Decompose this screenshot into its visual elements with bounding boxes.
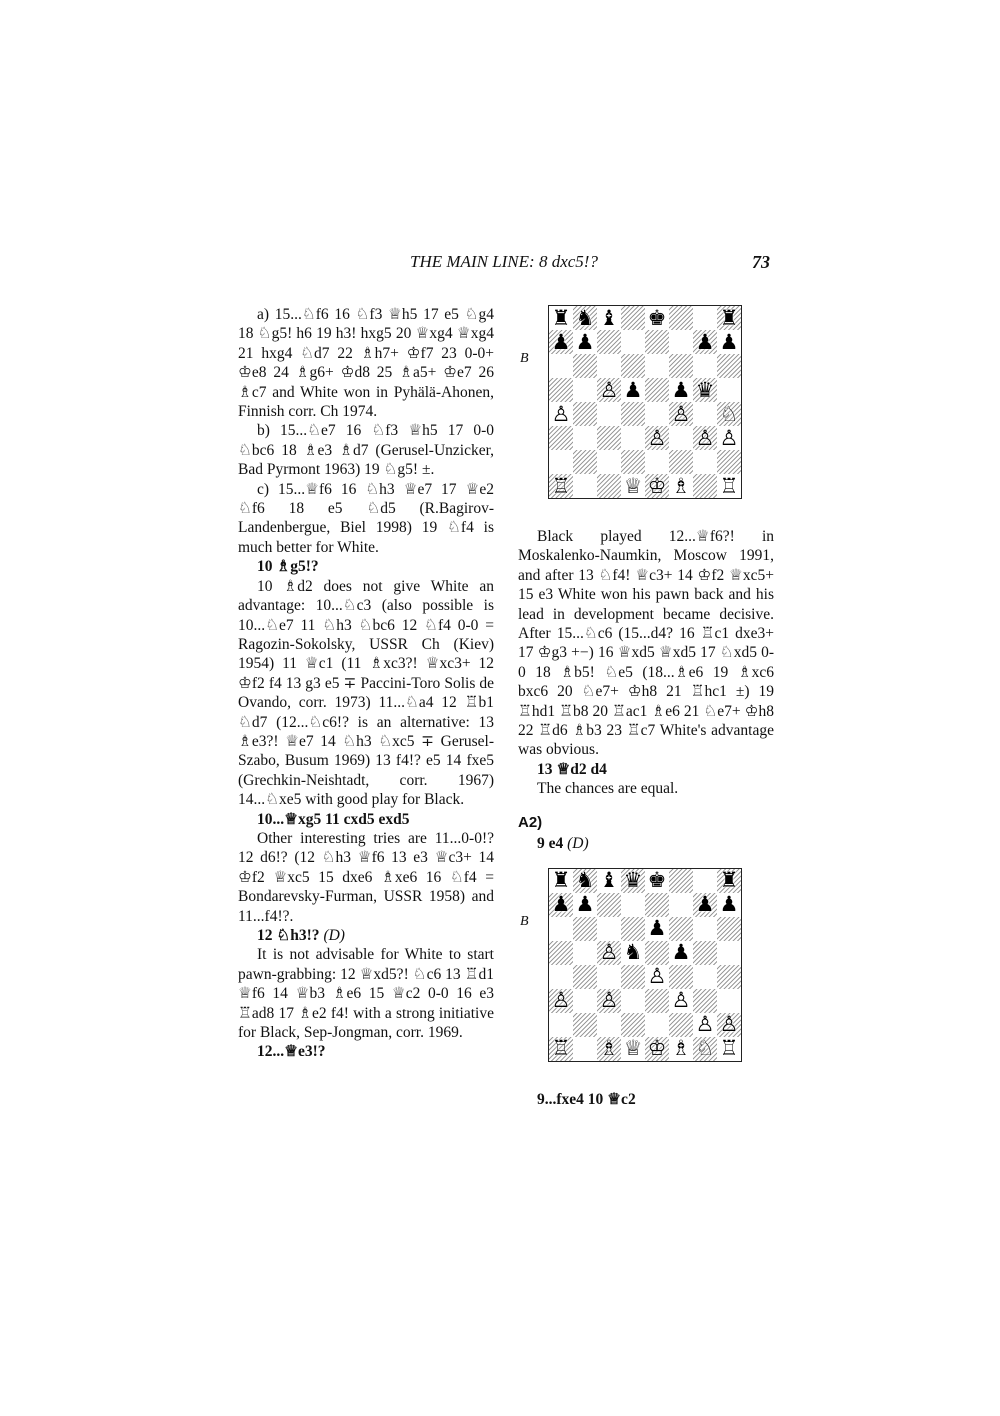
board-square [669,965,693,989]
board-square [669,402,693,426]
section-heading: A2) [518,813,543,831]
white-rook-icon: ♖ [551,1036,571,1060]
black-pawn-icon: ♟ [551,329,571,354]
board-square [717,893,741,917]
white-queen-icon: ♕ [623,1036,643,1060]
board-square [549,869,573,893]
board-square [621,869,645,893]
board-square [597,378,621,402]
white-pawn-icon: ♙ [551,401,571,426]
board-square [693,330,717,354]
board-square [597,1013,621,1037]
chess-diagram-1 [518,305,774,513]
board-square [549,1037,573,1061]
board-square [645,330,669,354]
board-square [693,354,717,378]
board-square [621,893,645,917]
board-square [693,1037,717,1061]
board-square [693,989,717,1013]
board-square [693,306,717,330]
black-bishop-icon: ♝ [599,305,619,330]
black-pawn-icon: ♟ [719,892,739,916]
board-square [597,426,621,450]
board-square [621,450,645,474]
board-square [669,306,693,330]
white-rook-icon: ♖ [551,473,571,498]
board-square [693,450,717,474]
board-square [573,378,597,402]
board-square [621,378,645,402]
chessboard [548,305,742,499]
board-square [669,378,693,402]
black-pawn-icon: ♟ [695,892,715,916]
board-square [645,989,669,1013]
board-square [693,893,717,917]
board-square [645,917,669,941]
board-square [693,917,717,941]
board-square [669,869,693,893]
black-knight-icon: ♞ [575,868,595,892]
board-square [645,450,669,474]
board-square [597,402,621,426]
black-queen-icon: ♛ [623,868,643,892]
black-knight-icon: ♞ [575,305,595,330]
board-square [573,893,597,917]
board-square [573,402,597,426]
board-square [717,402,741,426]
board-square [549,378,573,402]
white-queen-icon: ♕ [623,473,643,498]
board-square [549,989,573,1013]
white-pawn-icon: ♙ [695,425,715,450]
board-square [669,941,693,965]
board-square [693,941,717,965]
board-square [669,989,693,1013]
board-square [717,941,741,965]
board-square [669,450,693,474]
board-square [597,965,621,989]
chessboard [548,868,742,1062]
white-king-icon: ♔ [647,1036,667,1060]
board-square [597,354,621,378]
board-square [573,450,597,474]
board-square [645,965,669,989]
board-square [573,965,597,989]
final-move-line: 9...fxe4 10 ♕c2 [537,1090,636,1108]
board-square [645,474,669,498]
board-square [669,354,693,378]
board-square [717,1013,741,1037]
board-square [573,474,597,498]
board-square [573,869,597,893]
black-pawn-icon: ♟ [551,892,571,916]
black-pawn-icon: ♟ [647,916,667,940]
annotation-paragraph: a) 15...♘f6 16 ♘f3 ♕h5 17 e5 ♘g4 18 ♘g5! h6 19 h3! hxg5 20 ♕xg4 ♕xg4 21 hxg4 ♘d7 22 ♗h7+ ♔f7 23 0-0+ ♔e8 24 ♗g6+ ♔d8 25 ♗a5+ ♔e7 26 ♗c7 and White won in Pyhälä-Ahonen, Finnish corr. Ch 1974. [238,306,494,421]
white-pawn-icon: ♙ [551,988,571,1012]
move-line [238,557,494,576]
move-line [238,1042,494,1061]
board-square [573,330,597,354]
board-square [573,917,597,941]
board-square [645,306,669,330]
move-text: 12...♕e3!? [257,1043,326,1061]
board-square [597,306,621,330]
board-square [621,306,645,330]
board-square [573,306,597,330]
board-square [621,1013,645,1037]
board-square [549,1013,573,1037]
board-square [573,989,597,1013]
diagram-note: (D) [567,835,589,853]
board-square [717,450,741,474]
annotation-paragraph: 10 ♗d2 does not give White an advantage: 10...♘c3 (also possible is 10...♘e7 11 ♘h3 ♘bc6 12 ♘f4 0-0 = Ragozin-Sokolsky, USSR Ch (Kiev) 1954) 11 ♕c1 (11 ♗xc3?! ♕xc3+ 12 ♔f2 f4 13 g3 e5 ∓ Paccini-Toro Solis de Ovando, corr. 1973) 11...♘a4 12 ♖b1 ♘d7 (12...♘c6!? is an alternative: 13 ♗e3?! ♕e7 14 ♘h3 ♘xc5 ∓ Gerusel-Szabo, Busum 1969) 13 f4!? e5 14 fxe5 (Grechkin-Neishtadt, corr. 1967) 14...♘xe5 with good play for Black. [238,577,494,809]
board-square [621,941,645,965]
move-text: 10 ♗g5!? [257,558,319,576]
board-square [717,426,741,450]
board-square [693,869,717,893]
black-pawn-icon: ♟ [671,940,691,964]
board-square [573,426,597,450]
board-square [693,965,717,989]
black-pawn-icon: ♟ [719,329,739,354]
annotation-paragraph: It is not advisable for White to start pawn-grabbing: 12 ♕xd5?! ♘c6 13 ♖d1 ♕f6 14 ♕b3 ♗e6 15 ♕c2 0-0 16 e3 ♖ad8 17 ♗e2 f4! with a strong initiative for Black, Sep-Jongman, corr. 1969. [238,946,494,1042]
board-square [717,378,741,402]
white-pawn-icon: ♙ [599,377,619,402]
white-pawn-icon: ♙ [599,988,619,1012]
board-square [597,1037,621,1061]
running-head [238,252,770,276]
annotation-paragraph: The chances are equal. [537,780,679,798]
board-square [597,989,621,1013]
board-square [645,1037,669,1061]
annotation-paragraph: Other interesting tries are 11...0-0!? 12 d6!? (12 ♘h3 ♕f6 13 e3 ♕c3+ 14 ♔f2 ♕xc5 15 dxe6 ♗xe6 16 ♘f4 = Bondarevsky-Furman, USSR 1958) and 11...f4!?. [238,829,494,925]
annotation-paragraph: c) 15...♕f6 16 ♘h3 ♕e7 17 ♕e2 ♘f6 18 e5 ♘d5 (R.Bagirov-Landenbergue, Biel 1998) 19 ♘f4 is much better for White. [238,480,494,556]
board-square [549,426,573,450]
right-column-text [518,527,774,799]
board-square [645,378,669,402]
left-column [238,305,494,1062]
board-square [621,474,645,498]
board-square [621,965,645,989]
black-pawn-icon: ♟ [575,892,595,916]
board-square [621,402,645,426]
board-square [621,1037,645,1061]
black-bishop-icon: ♝ [599,868,619,892]
board-square [597,893,621,917]
board-square [573,354,597,378]
black-rook-icon: ♜ [719,305,739,330]
black-king-icon: ♚ [647,305,667,330]
move-text: 9 e4 [537,835,564,853]
board-square [669,1037,693,1061]
board-square [645,941,669,965]
move-line [518,834,774,853]
white-pawn-icon: ♙ [695,1012,715,1036]
board-square [597,869,621,893]
white-bishop-icon: ♗ [671,1036,691,1060]
black-pawn-icon: ♟ [623,377,643,402]
white-king-icon: ♔ [647,473,667,498]
page-number: 73 [752,252,770,272]
white-pawn-icon: ♙ [719,425,739,450]
board-square [621,989,645,1013]
board-square [693,378,717,402]
running-title: THE MAIN LINE: 8 dxc5!? [410,252,598,271]
black-king-icon: ♚ [647,868,667,892]
board-square [645,402,669,426]
board-square [549,402,573,426]
board-square [549,330,573,354]
board-square [549,893,573,917]
white-pawn-icon: ♙ [671,988,691,1012]
side-to-move-label: B [520,913,529,929]
board-square [549,965,573,989]
white-pawn-icon: ♙ [719,1012,739,1036]
board-square [717,306,741,330]
white-rook-icon: ♖ [719,1036,739,1060]
board-square [669,917,693,941]
move-line [518,760,774,779]
white-pawn-icon: ♙ [599,940,619,964]
black-rook-icon: ♜ [719,868,739,892]
chess-diagram-2 [518,868,774,1076]
board-square [717,965,741,989]
black-rook-icon: ♜ [551,305,571,330]
black-pawn-icon: ♟ [671,377,691,402]
white-bishop-icon: ♗ [671,473,691,498]
board-square [669,330,693,354]
board-square [669,474,693,498]
board-square [621,917,645,941]
board-square [549,354,573,378]
board-square [549,474,573,498]
annotation-paragraph: Black played 12...♕f6?! in Moskalenko-Naumkin, Moscow 1991, and after 13 ♘f4! ♕c3+ 14 ♔f2 ♕xc5+ 15 e3 White won his pawn back and his lead in development became decisive. After 15...♘c6 (15...d4? 16 ♖c1 dxe3+ 17 ♔g3 +−) 16 ♕xd5 ♕xd5 17 ♘xd5 0-0 18 ♗b5! ♘e5 (18...♗e6 19 ♗xc6 bxc6 20 ♘e7+ ♔h8 21 ♖hc1 ±) 19 ♖hd1 ♖b8 20 ♖ac1 ♗e6 21 ♘e7+ ♔h8 22 ♖d6 ♗b3 23 ♖c7 White's advantage was obvious. [518,528,774,759]
white-knight-icon: ♘ [695,1036,715,1060]
white-rook-icon: ♖ [719,473,739,498]
board-square [693,474,717,498]
white-bishop-icon: ♗ [599,1036,619,1060]
black-queen-icon: ♛ [695,377,715,402]
board-square [597,450,621,474]
board-square [645,1013,669,1037]
side-to-move-label: B [520,351,529,366]
board-square [549,450,573,474]
board-square [693,1013,717,1037]
right-column [518,305,774,1109]
board-square [717,989,741,1013]
board-square [573,941,597,965]
board-square [645,893,669,917]
move-line [238,810,494,829]
board-square [717,474,741,498]
black-pawn-icon: ♟ [575,329,595,354]
board-square [669,1013,693,1037]
white-pawn-icon: ♙ [647,964,667,988]
white-knight-icon: ♘ [719,401,739,426]
board-square [717,1037,741,1061]
board-square [645,869,669,893]
board-square [549,306,573,330]
board-square [573,1013,597,1037]
board-square [717,354,741,378]
board-square [597,474,621,498]
board-square [597,941,621,965]
board-square [693,426,717,450]
board-square [669,893,693,917]
board-square [621,426,645,450]
board-square [717,330,741,354]
move-line [238,926,494,945]
diagram-note: (D) [323,927,345,944]
board-square [573,1037,597,1061]
board-square [549,941,573,965]
board-square [645,426,669,450]
board-square [597,330,621,354]
board-square [621,330,645,354]
board-square [717,917,741,941]
board-square [621,354,645,378]
board-square [597,917,621,941]
white-pawn-icon: ♙ [671,401,691,426]
board-square [717,869,741,893]
board-square [645,354,669,378]
black-pawn-icon: ♟ [695,329,715,354]
black-knight-icon: ♞ [623,940,643,964]
white-pawn-icon: ♙ [647,425,667,450]
annotation-paragraph: b) 15...♘e7 16 ♘f3 ♕h5 17 0-0 ♘bc6 18 ♗e3 ♗d7 (Gerusel-Unzicker, Bad Pyrmont 1963) 19 ♘g5! ±. [238,422,494,479]
move-text: 12 ♘h3!? [257,927,320,944]
board-square [693,402,717,426]
board-square [669,426,693,450]
black-rook-icon: ♜ [551,868,571,892]
move-text: 13 ♕d2 d4 [537,760,607,778]
board-square [549,917,573,941]
move-text: 10...♕xg5 11 cxd5 exd5 [257,810,410,828]
